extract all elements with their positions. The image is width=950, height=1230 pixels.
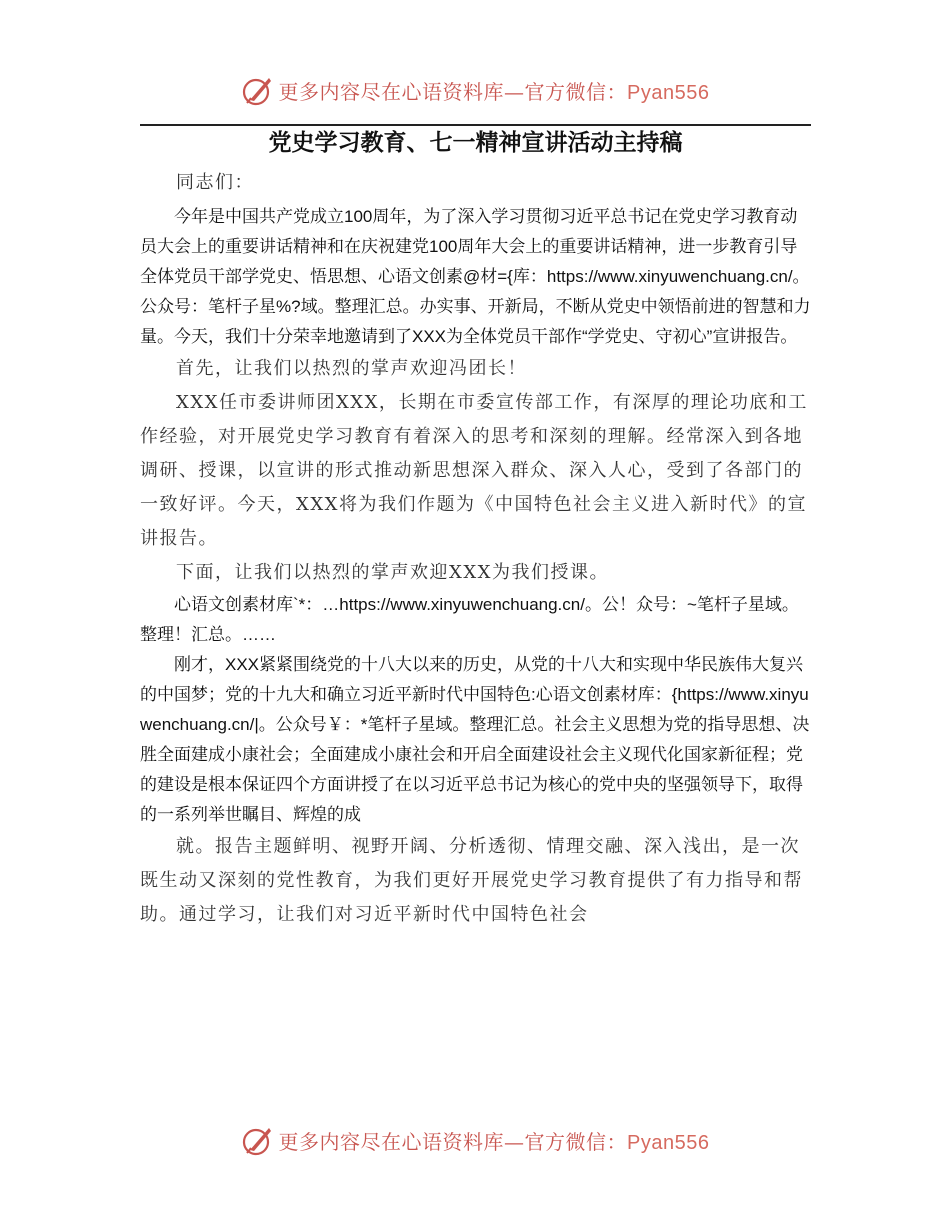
footer-wechat-id: Pyan556 [627, 1131, 710, 1154]
footer-banner [0, 1120, 950, 1160]
footer-banner-text: 更多内容尽在心语资料库—官方微信： [278, 1129, 628, 1154]
document-title: 党史学习教育、七一精神宣讲活动主持稿 [268, 130, 683, 156]
quill-logo-icon [241, 1123, 275, 1157]
greeting: 同志们： [176, 172, 254, 193]
header-divider [140, 124, 811, 126]
paragraph-speaker-bio: XXX任市委讲师团XXX，长期在市委宣传部工作，有深厚的理论功底和工作经验，对开展党史学习教育有着深入的思考和深刻的理解。经常深入到各地调研、授课，以宣讲的形式推动新思想深入群众、深入人心，受到了各部门的一致好评。今天，XXX将为我们作题为《中国特色社会主义进入新时代》的宣讲报告。 [140, 392, 808, 549]
header-banner [0, 70, 950, 110]
paragraph-intro: 今年是中国共产党成立100周年，为了深入学习贯彻习近平总书记在党史学习教育动员大会上的重要讲话精神和在庆祝建党100周年大会上的重要讲话精神，进一步教育引导全体党员干部学党史、悟思想、心语文创素@材={库：https://www.xinyuwenchuang.cn/。公众号：笔杆子星%?域。整理汇总。办实事、开新局，不断从党史中领悟前进的智慧和力量。今天，我们十分荣幸地邀请到了XXX为全体党员干部作“学党史、守初心”宣讲报告。 [140, 207, 811, 346]
header-banner-text: 更多内容尽在心语资料库—官方微信： [278, 79, 628, 104]
paragraph-applause: 下面，让我们以热烈的掌声欢迎XXX为我们授课。 [176, 562, 609, 583]
paragraph-welcome: 首先，让我们以热烈的掌声欢迎冯团长！ [176, 358, 527, 379]
quill-logo-icon [241, 73, 275, 107]
document-body [140, 166, 811, 932]
header-wechat-id: Pyan556 [627, 81, 710, 104]
paragraph-source-note: 心语文创素材库`*：…https://www.xinyuwenchuang.cn/。公！众号：~笔杆子星域。整理！汇总。…… [140, 595, 799, 644]
paragraph-conclusion: 就。报告主题鲜明、视野开阔、分析透彻、情理交融、深入浅出，是一次既生动又深刻的党性教育，为我们更好开展党史学习教育提供了有力指导和帮助。通过学习，让我们对习近平新时代中国特色社会 [140, 836, 803, 925]
paragraph-summary: 刚才，XXX紧紧围绕党的十八大以来的历史，从党的十八大和实现中华民族伟大复兴的中国梦；党的十九大和确立习近平新时代中国特色:心语文创素材库：{https://www.xinyuwenchuang.cn/|。公众号￥：*笔杆子星域。整理汇总。社会主义思想为党的指导思想、决胜全面建成小康社会；全面建成小康社会和开启全面建设社会主义现代化国家新征程；党的建设是根本保证四个方面讲授了在以习近平总书记为核心的党中央的坚强领导下，取得的一系列举世瞩目、辉煌的成 [140, 655, 810, 824]
